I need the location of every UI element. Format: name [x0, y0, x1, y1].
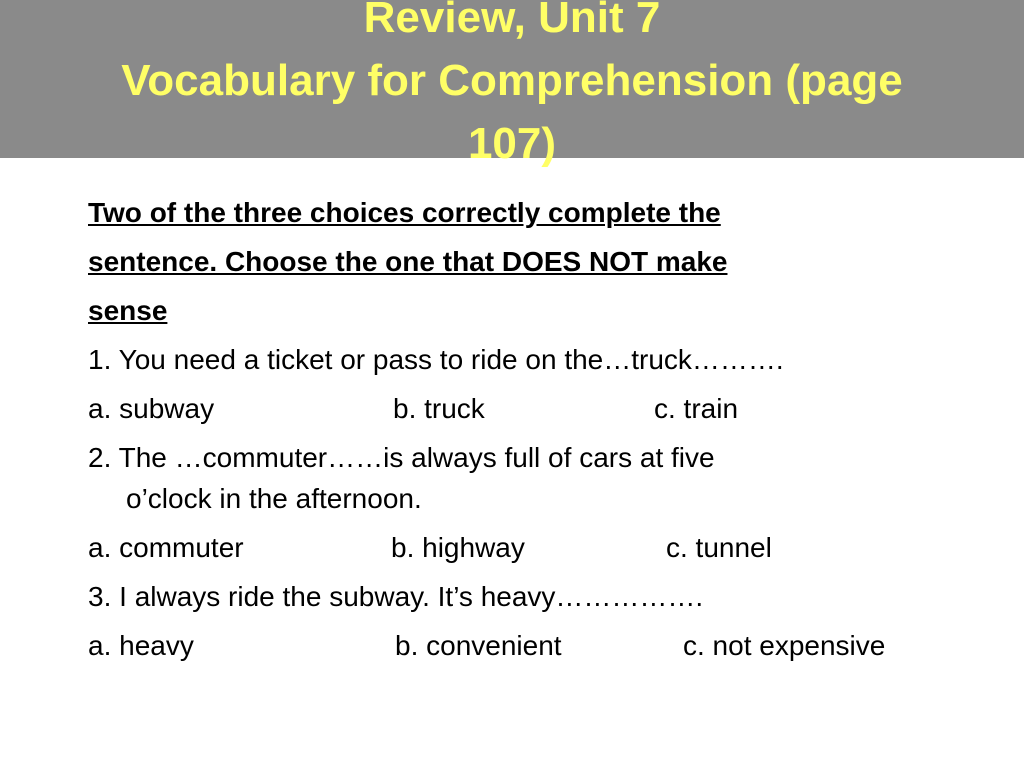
title-line-3: 107) — [467, 119, 557, 168]
title-line-1: Review, Unit 7 — [363, 0, 661, 42]
instructions-line-2: sentence. Choose the one that DOES NOT make — [88, 246, 728, 277]
choice-3c: c. not expensive — [683, 630, 886, 661]
question-2-line-2: o’clock in the afternoon. — [126, 483, 422, 514]
question-1: 1. You need a ticket or pass to ride on the…truck………. — [88, 344, 784, 375]
choice-2b: b. highway — [391, 532, 525, 563]
question-2-line-1: 2. The …commuter……is always full of cars at five — [88, 442, 715, 473]
choice-1a: a. subway — [88, 393, 215, 424]
question-2-choices — [88, 523, 988, 572]
choice-2a: a. commuter — [88, 532, 244, 563]
question-2 — [88, 433, 988, 523]
choice-3b: b. convenient — [395, 630, 562, 661]
question-1-choices — [88, 384, 988, 433]
question-3-choices — [88, 621, 988, 670]
instructions-line-3: sense — [88, 295, 168, 326]
title-line-2: Vocabulary for Comprehension (page — [121, 56, 903, 105]
instructions-line-1: Two of the three choices correctly complete the — [88, 197, 721, 228]
question-3: 3. I always ride the subway. It’s heavy……………. — [88, 581, 704, 612]
choice-2c: c. tunnel — [666, 532, 772, 563]
choice-1c: c. train — [654, 393, 739, 424]
choice-1b: b. truck — [393, 393, 485, 424]
slide-body — [88, 188, 988, 670]
slide-title — [0, 0, 1024, 175]
choice-3a: a. heavy — [88, 630, 194, 661]
